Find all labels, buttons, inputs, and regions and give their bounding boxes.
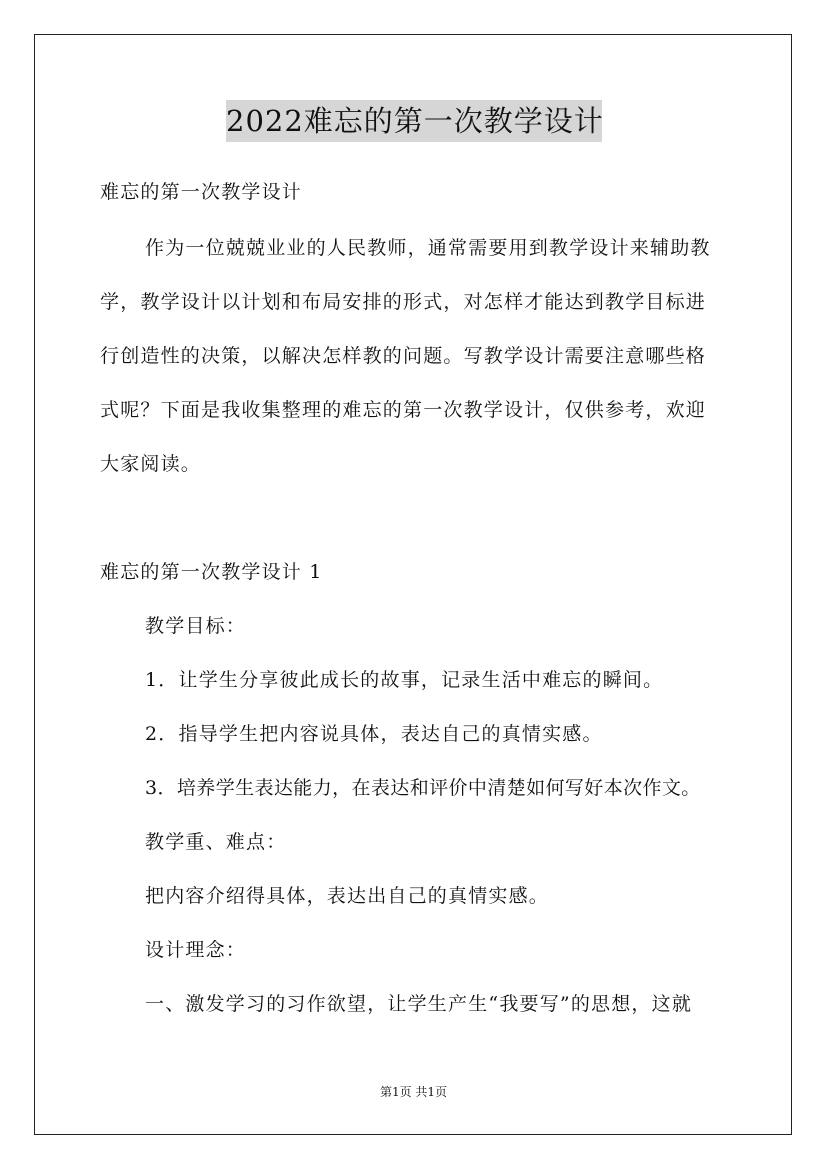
intro-line-3: 行创造性的决策，以解决怎样教的问题。写教学设计需要注意哪些格 bbox=[100, 345, 707, 367]
intro-line-1: 作为一位兢兢业业的人民教师，通常需要用到教学设计来辅助教 bbox=[145, 237, 711, 259]
objectives-label: 教学目标： bbox=[145, 615, 247, 637]
document-subtitle: 难忘的第一次教学设计 bbox=[100, 181, 303, 203]
key-points-text: 把内容介绍得具体，表达出自己的真情实感。 bbox=[145, 885, 550, 907]
objective-item-3: 3．培养学生表达能力，在表达和评价中清楚如何写好本次作文。 bbox=[145, 777, 701, 799]
document-title: 2022难忘的第一次教学设计 bbox=[226, 100, 602, 142]
page-footer: 第1页 共1页 bbox=[379, 1085, 448, 1099]
concept-label: 设计理念： bbox=[145, 939, 247, 961]
objective-item-2: 2．指导学生把内容说具体，表达自己的真情实感。 bbox=[145, 723, 603, 745]
intro-line-2: 学，教学设计以计划和布局安排的形式，对怎样才能达到教学目标进 bbox=[100, 291, 707, 313]
objective-item-1: 1．让学生分享彼此成长的故事，记录生活中难忘的瞬间。 bbox=[145, 669, 664, 691]
intro-line-5: 大家阅读。 bbox=[100, 453, 202, 475]
key-points-label: 教学重、难点： bbox=[145, 831, 287, 853]
intro-line-4: 式呢？下面是我收集整理的难忘的第一次教学设计，仅供参考，欢迎 bbox=[100, 399, 707, 421]
concept-line-1: 一、激发学习的习作欲望，让学生产生“我要写”的思想，这就 bbox=[145, 993, 693, 1015]
section-heading: 难忘的第一次教学设计 1 bbox=[100, 561, 323, 583]
